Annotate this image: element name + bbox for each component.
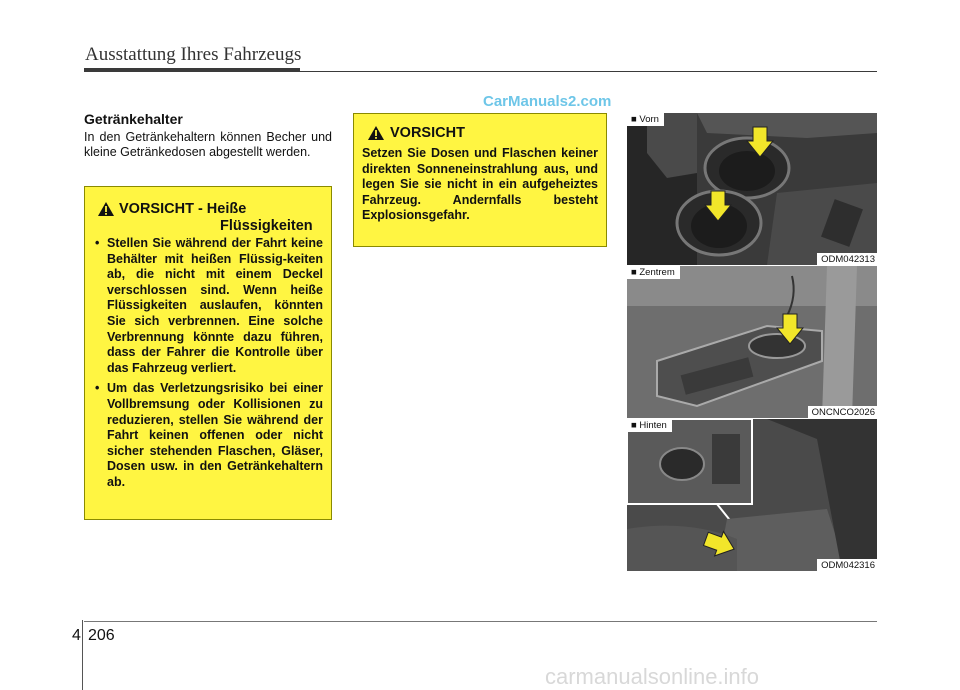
photo-label: ■ Zentrem [627,266,680,279]
watermark-link[interactable]: CarManuals2.com [483,93,612,110]
photo-code: ODM042313 [817,253,877,265]
page-divider [82,620,83,690]
photo-code: ODM042316 [817,559,877,571]
footer-rule [84,621,877,622]
photo-code: ONCNCO2026 [808,406,877,418]
warning-triangle-icon [367,125,385,141]
warning-triangle-icon [97,201,115,217]
warning-heading: VORSICHT - Heiße [119,201,247,217]
warning-box-sunlight [353,113,607,247]
page-header-title: Ausstattung Ihres Fahrzeugs [85,44,302,65]
page-number: 206 [88,627,115,644]
front-cupholder-illustration [627,113,877,265]
center-cupholder-illustration [627,266,877,418]
photo-center-cupholder [627,266,877,418]
warning-list-item: • Stellen Sie während der Fahrt keine Behälter mit heißen Flüssig-keiten ab, die nicht mit einem Deckel verschlossen sind. Wenn heiße Flüssigkeiten auslaufen, könnten Sie sich verbrennen. Eine solche Verbrennung könnte dazu führen, dass der Fahrer die Kontrolle über das Fahrzeug verliert. [93,236,323,376]
warning-body: Setzen Sie Dosen und Flaschen keiner direkten Sonneneinstrahlung aus, und legen Sie sie nicht in ein aufgeheiztes Fahrzeug. Andernfalls besteht Explosionsgefahr. [362,146,598,223]
photo-front-cupholder [627,113,877,265]
footer-watermark: carmanualsonline.info [545,664,760,689]
warning-heading-cont: Flüssigkeiten [220,218,313,234]
section-title: Getränkehalter [84,111,183,127]
warning-list-item: • Um das Verletzungsrisiko bei einer Vollbremsung oder Kollisionen zu reduzieren, stellen Sie während der Fahrt keinen offenen oder nicht sicher stehenden Flaschen, Gläser, Dosen usw. in den Getränkehaltern ab. [93,381,323,490]
warning-list [93,236,323,496]
rear-cupholder-illustration [627,419,877,571]
photo-rear-cupholder [627,419,877,571]
chapter-number: 4 [72,627,81,644]
header-rule [84,71,877,72]
warning-box-hot-liquids [84,186,332,520]
photo-label: ■ Hinten [627,419,672,432]
section-intro: In den Getränkehaltern können Becher und kleine Getränkedosen abgestellt werden. [84,130,332,159]
photo-label: ■ Vorn [627,113,664,126]
warning-heading: VORSICHT [390,125,465,141]
